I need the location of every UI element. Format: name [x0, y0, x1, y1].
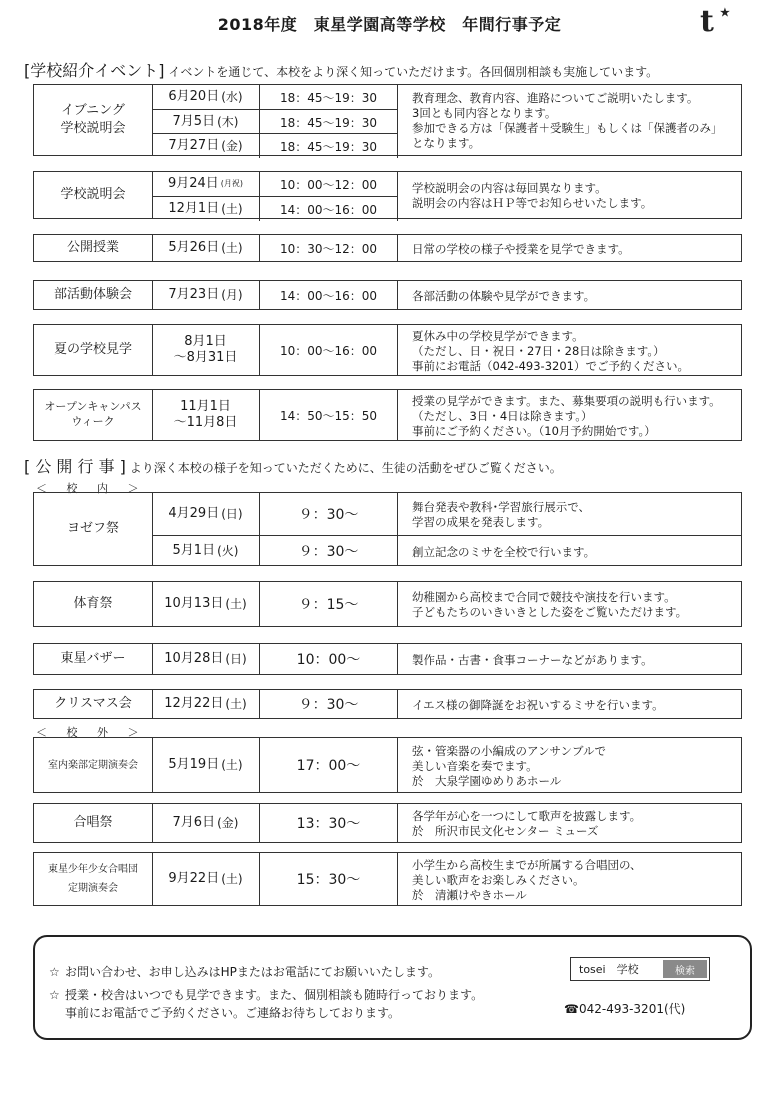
event-name-text: 東星バザー — [60, 651, 126, 667]
event-chamber-concert — [33, 737, 742, 793]
date-text: 5月1日 — [172, 543, 216, 559]
weekday-text: (土) — [221, 757, 243, 772]
event-name-text: ヨゼフ祭 — [66, 521, 119, 537]
schedule-row — [152, 582, 741, 626]
weekday-text: (月祝) — [220, 179, 244, 189]
public-section-heading — [24, 454, 562, 477]
event-sports-day — [33, 581, 742, 627]
event-time: 10：00～ — [260, 644, 398, 674]
date-text: 4月29日 — [168, 506, 220, 522]
event-description — [398, 536, 741, 566]
event-name — [34, 804, 153, 842]
event-time: 18：45～19：30 — [260, 85, 398, 109]
phone-icon: ☎ — [564, 1002, 579, 1016]
event-name-text: 夏の学校見学 — [53, 342, 132, 358]
description-line: 於 所沢市民文化センター ミューズ — [412, 824, 599, 838]
event-time: 18：45～19：30 — [260, 134, 398, 158]
event-time: 14：50～15：50 — [260, 390, 398, 440]
event-date — [152, 85, 260, 109]
schedule-row — [152, 390, 398, 440]
date-text: 6月20日 — [168, 89, 220, 105]
event-description — [398, 738, 741, 792]
event-summer-visit — [33, 324, 742, 376]
date-text: 10月13日 — [164, 596, 224, 612]
event-description — [398, 235, 741, 261]
event-description — [398, 690, 741, 718]
description-line: 於 大泉学園ゆめりあホール — [412, 773, 562, 788]
description-line: 各学年が心を一つにして歌声を披露します。 — [412, 809, 642, 823]
event-description — [398, 853, 741, 905]
description-line: 参加できる方は「保護者＋受験生」もしくは「保護者のみ」 — [412, 121, 723, 135]
event-christmas — [33, 689, 742, 719]
date-text: 7月27日 — [168, 138, 220, 154]
search-box — [570, 957, 710, 981]
event-name-text: 部活動体験会 — [53, 287, 132, 303]
event-description — [398, 85, 741, 155]
weekday-text: (土) — [225, 696, 247, 711]
event-date — [152, 738, 260, 792]
date-text: 5月19日 — [168, 757, 220, 773]
school-logo — [700, 4, 740, 40]
event-description — [398, 804, 741, 842]
description-line: 美しい歌声をお楽しみください。 — [412, 872, 585, 887]
event-open-campus — [33, 389, 742, 441]
event-name — [34, 738, 153, 792]
event-name — [34, 644, 153, 674]
outside-label: ＜ 校 外 ＞ — [36, 726, 147, 739]
public-heading: [ 公 開 行 事 ] — [24, 457, 126, 476]
intro-section-heading — [24, 58, 658, 81]
weekday-text: (木) — [217, 114, 239, 129]
schedule-row — [152, 172, 398, 196]
event-date — [152, 644, 260, 674]
description-line: （ただし、日・祝日・27日・28日は除きます。） — [412, 343, 665, 358]
event-date — [152, 172, 260, 196]
date-text: 12月22日 — [164, 696, 224, 712]
event-chorus-festival — [33, 803, 742, 843]
event-club-trial — [33, 280, 742, 310]
weekday-text: (月) — [221, 287, 243, 302]
date-text: 11月1日 ～11月8日 — [173, 399, 238, 430]
phone-number — [564, 1000, 685, 1017]
event-name-text: 東星少年少女合唱団 定期演奏会 — [48, 864, 138, 894]
schedule-row — [152, 690, 741, 718]
schedule-row — [152, 493, 741, 535]
event-time: ９：15～ — [260, 582, 398, 626]
description-line: 幼稚園から高校まで合同で競技や演技を行います。 — [412, 590, 676, 604]
description-line: 教育理念、教育内容、進路についてご説明いたします。 — [412, 91, 699, 105]
schedule-row — [152, 535, 741, 566]
date-text: 5月26日 — [168, 240, 220, 256]
description-line: 夏休み中の学校見学ができます。 — [412, 328, 584, 343]
event-name — [34, 582, 153, 626]
schedule-row — [152, 133, 398, 158]
event-name — [34, 325, 153, 375]
weekday-text: (火) — [217, 543, 239, 558]
page-title: 2018年度 東星学園高等学校 年間行事予定 — [217, 15, 562, 34]
event-name — [34, 853, 153, 905]
schedule-row — [152, 196, 398, 221]
event-time: 15：30～ — [260, 853, 398, 905]
event-name — [34, 281, 153, 309]
search-button[interactable]: 検索 — [663, 960, 707, 978]
event-time: 17：00～ — [260, 738, 398, 792]
event-name-text: 学校説明会 — [60, 187, 126, 203]
event-name-text: オープンキャンパス ウィーク — [44, 400, 142, 428]
footer-line — [49, 963, 440, 980]
schedule-row — [152, 644, 741, 674]
schedule-row — [152, 109, 398, 134]
inside-label: ＜ 校 内 ＞ — [36, 482, 147, 495]
footer-text: 授業・校舎はいつでも見学できます。また、個別相談も随時行っております。 — [65, 988, 484, 1002]
event-time: ９：30～ — [260, 493, 398, 535]
footer-text: お問い合わせ、お申し込みはHPまたはお電話にてお願いいたします。 — [65, 965, 440, 979]
date-text: 7月5日 — [172, 114, 216, 130]
description-line: イエス様の御降誕をお祝いするミサを行います。 — [412, 697, 664, 712]
event-date — [152, 804, 260, 842]
footer-text: 事前にお電話でご予約ください。ご連絡お待ちしております。 — [65, 1006, 401, 1020]
event-school-briefing — [33, 171, 742, 219]
schedule-row — [152, 853, 741, 905]
event-name — [34, 690, 153, 718]
event-youth-choir-concert — [33, 852, 742, 906]
date-text: 10月28日 — [164, 651, 224, 667]
date-text: 8月1日 ～8月31日 — [173, 334, 238, 365]
description-line: 3回とも同内容となります。 — [412, 106, 557, 120]
event-bazaar — [33, 643, 742, 675]
event-description — [398, 325, 741, 375]
footer-line — [49, 986, 483, 1003]
event-name-text: 室内楽部定期演奏会 — [48, 759, 138, 771]
schedule-row — [152, 325, 398, 375]
event-date — [152, 197, 260, 221]
description-line: 於 清瀬けやきホール — [412, 887, 527, 902]
event-name — [34, 493, 153, 565]
event-date — [152, 390, 260, 440]
event-name — [34, 172, 153, 218]
event-description — [398, 390, 741, 440]
weekday-text: (土) — [221, 201, 243, 216]
event-name-text: 公開授業 — [66, 240, 119, 256]
event-description — [398, 172, 741, 218]
date-text: 9月24日 — [167, 176, 219, 192]
event-time: 10：00～16：00 — [260, 325, 398, 375]
description-line: となります。 — [412, 136, 481, 150]
event-description — [398, 644, 741, 674]
event-description — [398, 582, 741, 626]
contact-footer — [33, 935, 752, 1040]
event-time: 14：00～16：00 — [260, 281, 398, 309]
public-note: より深く本校の様子を知っていただくために、生徒の活動をぜひご覧ください。 — [129, 461, 562, 475]
event-time: 14：00～16：00 — [260, 197, 398, 221]
event-date — [152, 582, 260, 626]
logo-letter: t — [700, 4, 714, 39]
phone-text: 042-493-3201(代) — [578, 1002, 686, 1016]
weekday-text: (日) — [221, 506, 243, 521]
description-line: 弦・管楽器の小編成のアンサンブルで — [412, 743, 607, 758]
weekday-text: (土) — [221, 240, 243, 255]
event-time: 13：30～ — [260, 804, 398, 842]
date-text: 12月1日 — [168, 201, 220, 217]
description-line: （ただし、3日・4日は除きます。） — [412, 408, 593, 423]
description-line: 舞台発表や教科･学習旅行展示で、 — [412, 500, 591, 514]
description-line: 説明会の内容はＨＰ等でお知らせいたします。 — [412, 196, 653, 210]
description-line: 小学生から高校生までが所属する合唱団の、 — [412, 857, 642, 872]
date-text: 7月6日 — [172, 815, 216, 831]
description-line: 美しい音楽を奏でます。 — [412, 758, 538, 773]
search-keyword: tosei 学校 — [579, 963, 639, 976]
intro-heading: [学校紹介イベント] — [24, 61, 165, 80]
description-line: 創立記念のミサを全校で行います。 — [412, 544, 596, 559]
event-date — [152, 134, 260, 158]
event-description — [398, 281, 741, 309]
schedule-row — [152, 281, 398, 309]
event-date — [152, 536, 260, 566]
intro-note: イベントを通じて、本校をより深く知っていただけます。各回個別相談も実施しています。 — [168, 65, 659, 79]
event-open-class — [33, 234, 742, 262]
date-text: 7月23日 — [168, 287, 220, 303]
event-name — [34, 85, 153, 155]
event-name-text: クリスマス会 — [54, 696, 132, 712]
description-line: 日常の学校の様子や授業を見学できます。 — [412, 241, 630, 256]
weekday-text: (日) — [225, 651, 247, 666]
description-line: 学習の成果を発表します。 — [412, 515, 550, 529]
event-name-text: 体育祭 — [73, 596, 113, 612]
date-text: 9月22日 — [168, 871, 220, 887]
weekday-text: (土) — [225, 596, 247, 611]
description-line: 製作品・古書・食事コーナーなどがあります。 — [412, 652, 653, 667]
event-date — [152, 853, 260, 905]
description-line: 授業の見学ができます。また、募集要項の説明も行います。 — [412, 393, 721, 408]
description-line: 学校説明会の内容は毎回異なります。 — [412, 181, 607, 195]
event-joseph-festival — [33, 492, 742, 566]
event-time: ９：30～ — [260, 536, 398, 566]
event-date — [152, 110, 260, 134]
description-line: 各部活動の体験や見学ができます。 — [412, 288, 596, 303]
weekday-text: (金) — [221, 138, 243, 153]
event-time: 10：30～12：00 — [260, 235, 398, 261]
schedule-row — [152, 738, 741, 792]
event-name-text: イブニング 学校説明会 — [60, 103, 126, 136]
schedule-row — [152, 804, 741, 842]
description-line: 事前にご予約ください。（10月予約開始です。） — [412, 423, 656, 438]
event-name-text: 合唱祭 — [73, 815, 113, 831]
weekday-text: (金) — [217, 815, 239, 830]
event-evening-briefing — [33, 84, 742, 156]
star-icon: ★ — [720, 6, 730, 19]
weekday-text: (水) — [221, 89, 243, 104]
weekday-text: (土) — [221, 871, 243, 886]
event-description — [398, 493, 741, 535]
event-name — [34, 390, 153, 440]
star-outline-icon: ☆ — [49, 965, 60, 979]
description-line: 事前にお電話（042-493-3201）でご予約ください。 — [412, 358, 689, 373]
event-date — [152, 235, 260, 261]
event-time: 18：45～19：30 — [260, 110, 398, 134]
footer-line — [49, 1004, 400, 1021]
schedule-row — [152, 235, 398, 261]
event-time: 10：00～12：00 — [260, 172, 398, 196]
description-line: 子どもたちのいきいきとした姿をご覧いただけます。 — [412, 605, 688, 619]
event-date — [152, 281, 260, 309]
event-date — [152, 493, 260, 535]
event-time: ９：30～ — [260, 690, 398, 718]
event-date — [152, 690, 260, 718]
event-date — [152, 325, 260, 375]
star-outline-icon: ☆ — [49, 988, 60, 1002]
event-name — [34, 235, 153, 261]
